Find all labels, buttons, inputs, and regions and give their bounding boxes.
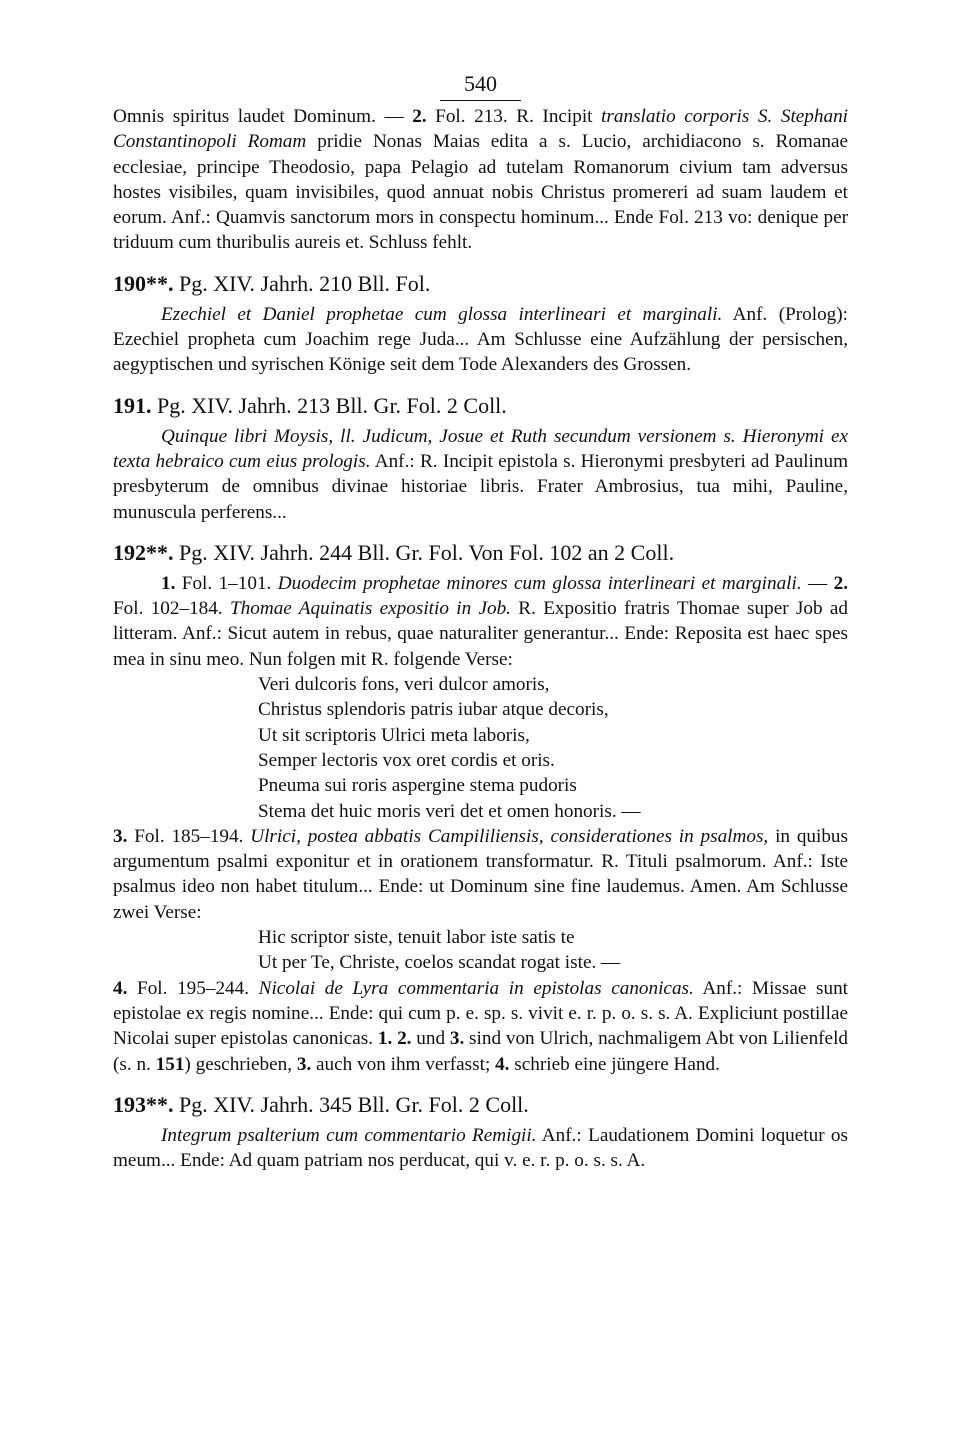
verse-line: Semper lectoris vox oret cordis et oris. <box>258 749 555 771</box>
verse-line: Ut sit scriptoris Ulrici meta laboris, <box>258 724 530 746</box>
page-number: 540 <box>113 70 848 104</box>
entry-192-heading: 192**. Pg. XIV. Jahrh. 244 Bll. Gr. Fol. Von Fol. 102 an 2 Coll. <box>113 539 675 565</box>
entry-191-description: Quinque libri Moysis, ll. Judicum, Josue et Ruth secundum versionem s. Hieronymi ex texta hebraico cum eius prologis. Anf.: R. Incipit epistola s. Hieronymi presbyteri ad Paulinum presbyterum de omnibus divinae historiae libris. Frater Ambrosius, tua mihi, Pauline, munuscula perferens... <box>113 425 848 523</box>
verse-block-2 <box>113 925 848 976</box>
verse-line: Veri dulcoris fons, veri dulcor amoris, <box>258 674 550 696</box>
entry-190-description: Ezechiel et Daniel prophetae cum glossa interlineari et marginali. Anf. (Prolog): Ezechiel propheta cum Joachim rege Juda... Am Schlusse eine Aufzählung der persischen, aegyptischen und syrischen Könige seit dem Tode Alexanders des Grossen. <box>113 303 848 376</box>
entry-192-part-3: 3. Fol. 185–194. Ulrici, postea abbatis Campililiensis, considerationes in psalmos, in quibus argumentum psalmi exponitur et in orationem transformatur. R. Tituli psalmorum. Anf.: Iste psalmus ideo non habet titulum... Ende: ut Dominum sine fine laudemus. Amen. Am Schlusse zwei Verse: <box>113 825 848 923</box>
entry-191-heading: 191. Pg. XIV. Jahrh. 213 Bll. Gr. Fol. 2 Coll. <box>113 392 507 418</box>
verse-line: Stema det huic moris veri det et omen honoris. — <box>258 800 641 822</box>
entry-number: 192 <box>113 539 146 565</box>
verse-line: Christus splendoris patris iubar atque decoris, <box>258 699 609 721</box>
entry-193-heading: 193**. Pg. XIV. Jahrh. 345 Bll. Gr. Fol. 2 Coll. <box>113 1091 529 1117</box>
entry-number: 193 <box>113 1091 146 1117</box>
entry-192-part-1-2: 1. Fol. 1–101. Duodecim prophetae minores cum glossa interlineari et marginali. — 2. Fol. 102–184. Thomae Aquinatis expositio in Job. R. Expositio fratris Thomae super Job ad litteram. Anf.: Sicut autem in rebus, quae naturaliter generantur... Ende: Reposita est haec spes mea in sinu meo. Nun folgen mit R. folgende Verse: <box>113 572 848 670</box>
entry-193-description: Integrum psalterium cum commentario Remigii. Anf.: Laudationem Domini loquetur os meum... Ende: Ad quam patriam nos perducat, qui v. e. r. p. o. s. s. A. <box>113 1124 848 1172</box>
verse-block-1 <box>113 672 848 824</box>
entry-number: 191. <box>113 392 152 418</box>
verse-line: Hic scriptor siste, tenuit labor iste satis te <box>258 927 575 949</box>
verse-line: Pneuma sui roris aspergine stema pudoris <box>258 775 577 797</box>
verse-line: Ut per Te, Christe, coelos scandat rogat iste. — <box>258 952 621 974</box>
entry-189-continuation: Omnis spiritus laudet Dominum. — 2. Fol. 213. R. Incipit translatio corporis S. Stephani Constantinopoli Romam pridie Nonas Maias edita a s. Lucio, archidiacono s. Romanae ecclesiae, principe Theodosio, papa Pelagio ad tutelam Romanorum civium tam adversus hostes visibiles, quam invisibiles, quod annuat nobis Christus promereri ad suam laudem et eorum. Anf.: Quamvis sanctorum mors in conspectu hominum... Ende Fol. 213 vo: denique per triduum cum thuribulis aureis et. Schluss fehlt. <box>113 106 848 254</box>
entry-190-heading: 190**. Pg. XIV. Jahrh. 210 Bll. Fol. <box>113 270 431 296</box>
manuscript-catalog-page <box>113 70 848 1173</box>
entry-number: 190 <box>113 270 146 296</box>
entry-192-part-4: 4. Fol. 195–244. Nicolai de Lyra commentaria in epistolas canonicas. Anf.: Missae sunt epistolae ex regis nomine... Ende: qui cum p. e. sp. s. vivit e. r. p. o. s. s. A. Expliciunt postillae Nicolai super epistolas canonicas. 1. 2. und 3. sind von Ulrich, nachmaligem Abt von Lilienfeld (s. n. 151) geschrieben, 3. auch von ihm verfasst; 4. schrieb eine jüngere Hand. <box>113 977 849 1075</box>
